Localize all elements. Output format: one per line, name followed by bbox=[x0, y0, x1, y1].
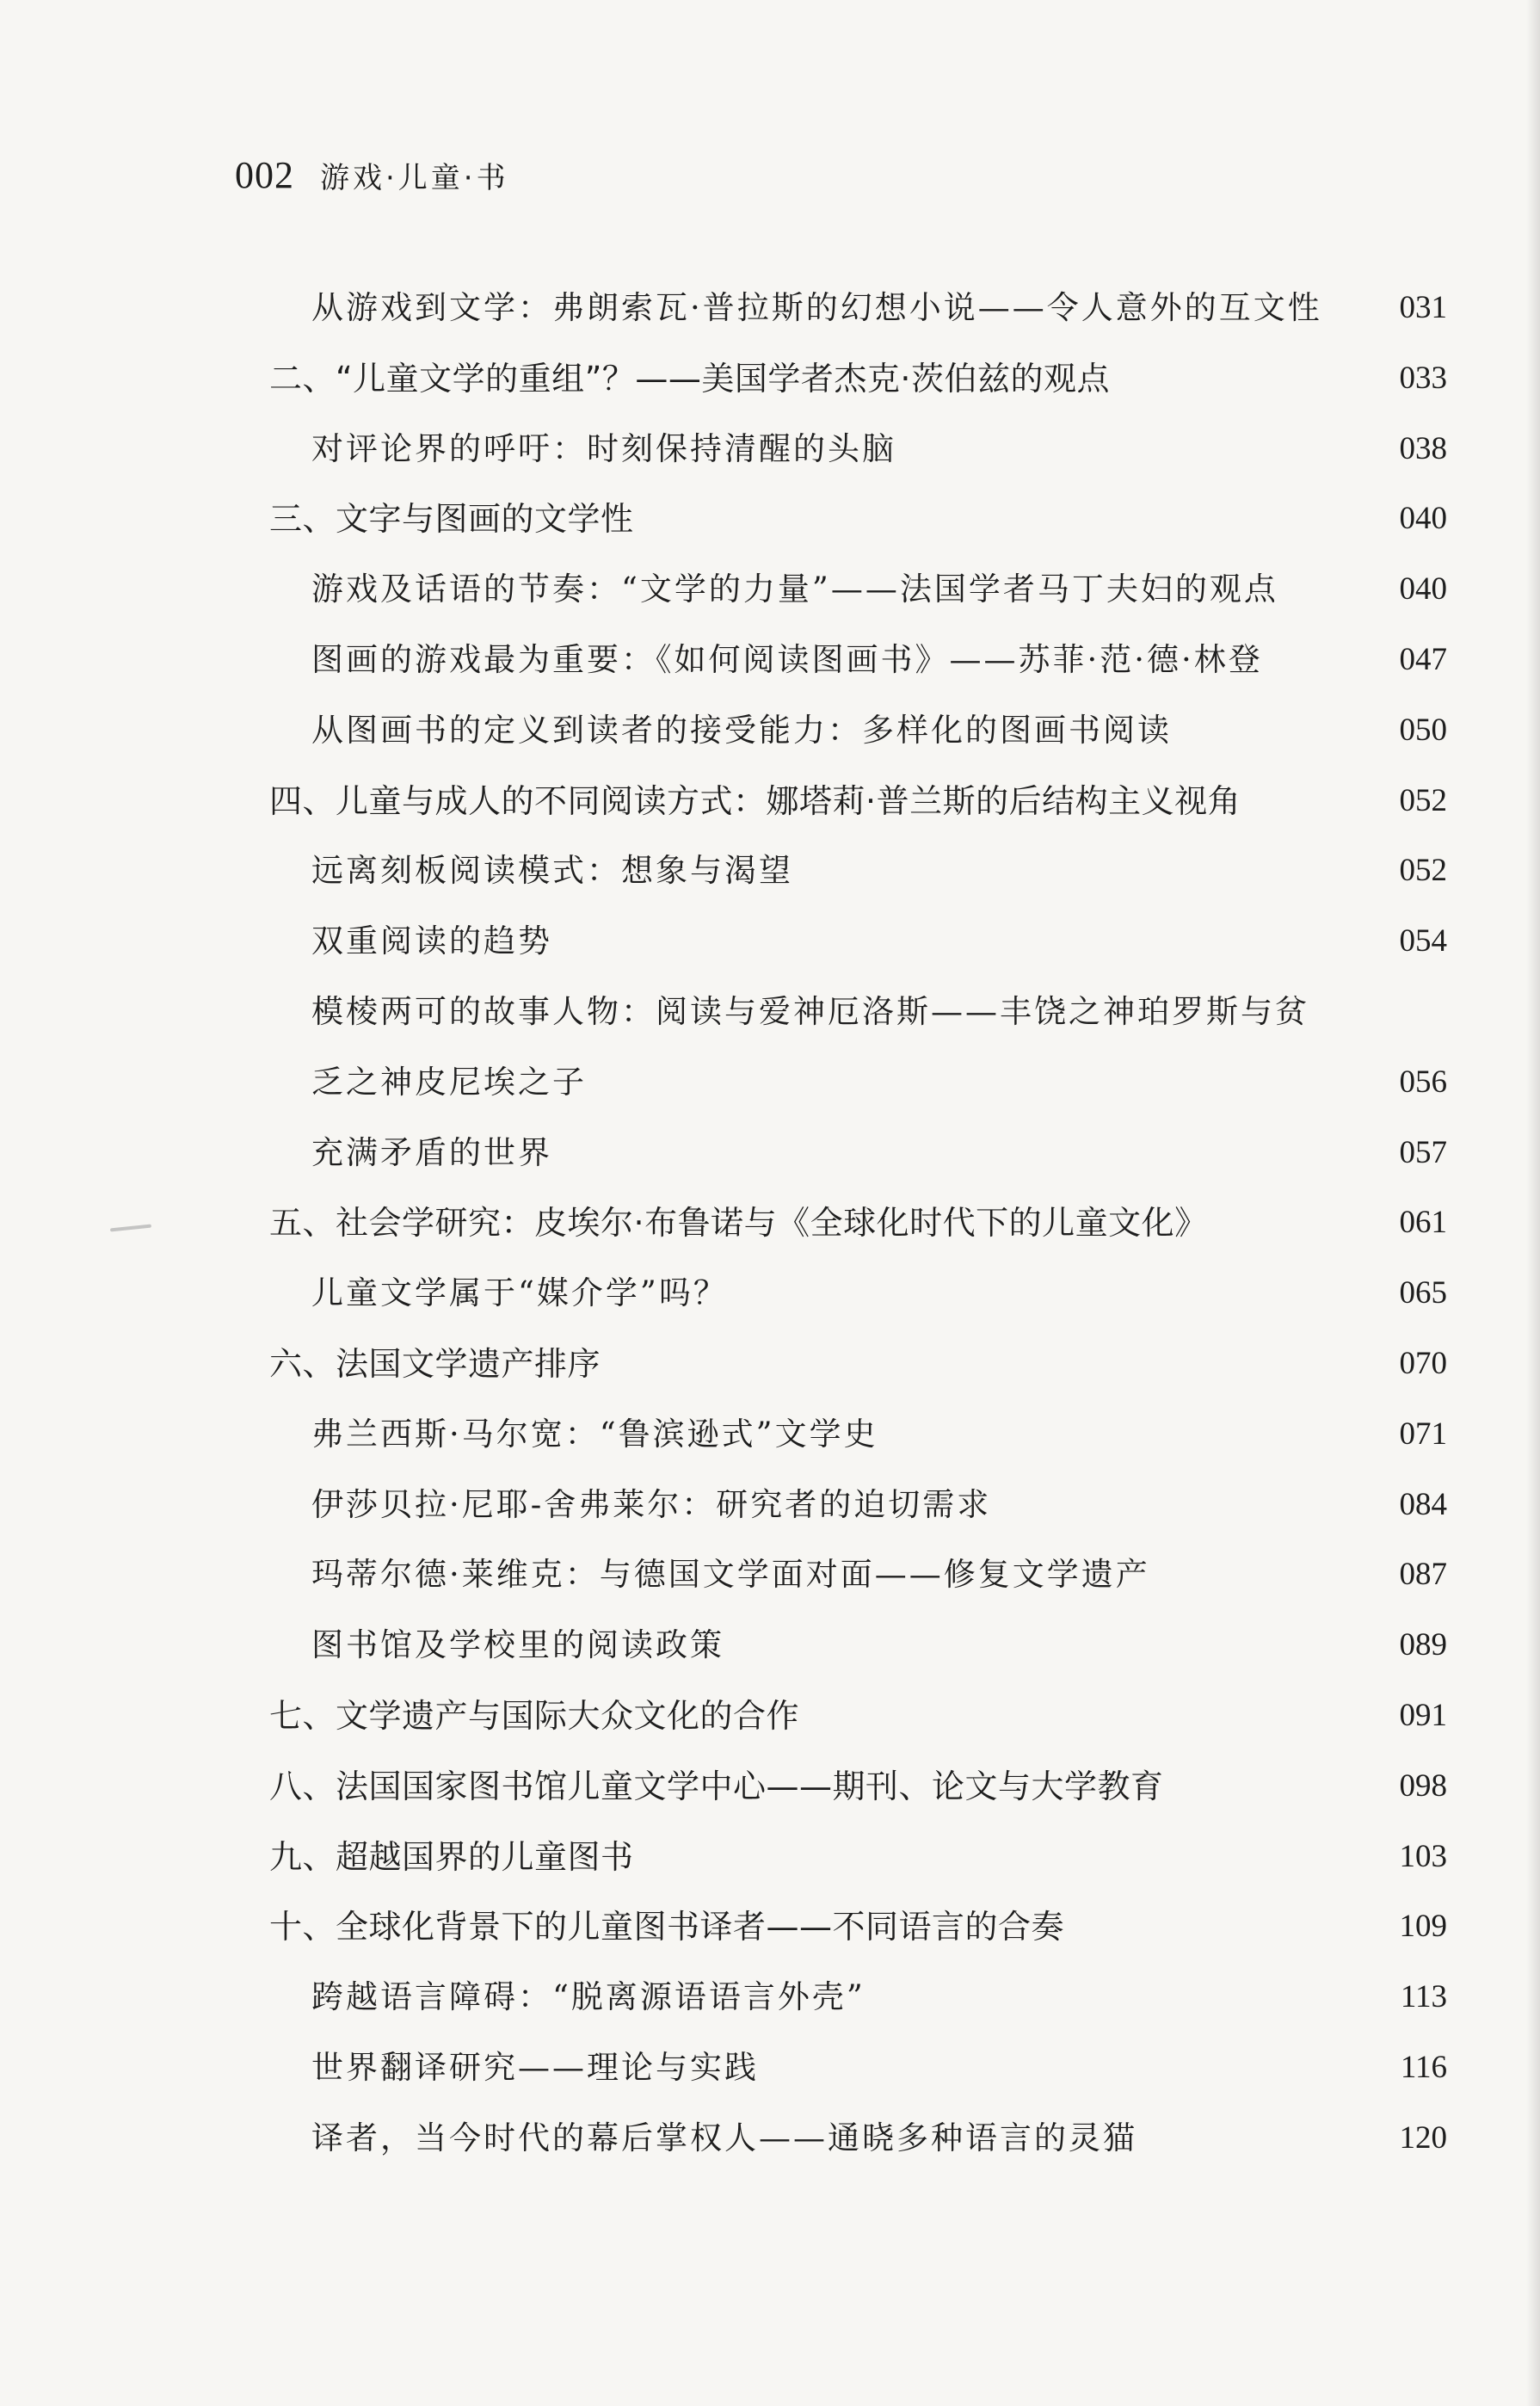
toc-subsection-entry bbox=[0, 273, 1540, 343]
toc-entry-title: 十、全球化背景下的儿童图书译者——不同语言的合奏 bbox=[269, 1908, 1065, 1946]
toc-subsection-entry bbox=[0, 625, 1540, 695]
toc-entry-page: 050 bbox=[1399, 712, 1447, 748]
toc-entry-page: 098 bbox=[1399, 1767, 1447, 1804]
toc-section-entry bbox=[0, 1751, 1540, 1822]
toc-entry-page: 047 bbox=[1399, 641, 1447, 677]
toc-subsection-entry bbox=[0, 1047, 1540, 1118]
toc-subsection-entry bbox=[0, 2033, 1540, 2103]
toc-entry-page: 057 bbox=[1399, 1134, 1447, 1170]
toc-entry-page: 056 bbox=[1399, 1064, 1447, 1100]
toc-entry-title: 二、“儿童文学的重组”？——美国学者杰克·茨伯兹的观点 bbox=[269, 359, 1110, 398]
toc-entry-title: 玛蒂尔德·莱维克：与德国文学面对面——修复文学遗产 bbox=[311, 1556, 1150, 1594]
toc-entry-page: 065 bbox=[1399, 1275, 1447, 1311]
toc-section-entry bbox=[0, 1188, 1540, 1258]
toc-subsection-entry bbox=[0, 2103, 1540, 2174]
toc-subsection-entry bbox=[0, 1610, 1540, 1681]
toc-subsection-entry bbox=[0, 1258, 1540, 1329]
toc-entry-page: 033 bbox=[1399, 360, 1447, 396]
toc-entry-title: 图书馆及学校里的阅读政策 bbox=[311, 1626, 724, 1664]
toc-subsection-entry bbox=[0, 1962, 1540, 2033]
toc-subsection-entry bbox=[0, 554, 1540, 625]
toc-entry-title: 对评论界的呼吁：时刻保持清醒的头脑 bbox=[311, 429, 896, 467]
toc-entry-title: 五、社会学研究：皮埃尔·布鲁诺与《全球化时代下的儿童文化》 bbox=[269, 1204, 1208, 1243]
toc-section-entry bbox=[0, 1891, 1540, 1962]
toc-entry-title: 六、法国文学遗产排序 bbox=[269, 1344, 601, 1383]
toc-entry-page: 071 bbox=[1399, 1416, 1447, 1452]
page-header bbox=[235, 153, 509, 197]
toc-section-entry bbox=[0, 1822, 1540, 1892]
toc-subsection-entry bbox=[0, 977, 1540, 1047]
toc-entry-title: 世界翻译研究——理论与实践 bbox=[311, 2048, 759, 2086]
toc-entry-title: 游戏及话语的节奏：“文学的力量”——法国学者马丁夫妇的观点 bbox=[311, 571, 1278, 608]
toc-entry-title: 充满矛盾的世界 bbox=[311, 1133, 552, 1171]
toc-entry-page: 116 bbox=[1400, 2049, 1447, 2085]
toc-entry-title: 伊莎贝拉·尼耶-舍弗莱尔：研究者的迫切需求 bbox=[311, 1485, 992, 1523]
toc-entry-title: 乏之神皮尼埃之子 bbox=[311, 1063, 587, 1101]
toc-entry-page: 087 bbox=[1399, 1557, 1447, 1593]
toc-entry-page: 040 bbox=[1399, 571, 1447, 608]
toc-entry-page: 052 bbox=[1399, 853, 1447, 889]
toc-subsection-entry bbox=[0, 1399, 1540, 1470]
toc-entry-title: 图画的游戏最为重要：《如何阅读图画书》——苏菲·范·德·林登 bbox=[311, 640, 1263, 678]
toc-entry-page: 109 bbox=[1399, 1909, 1447, 1945]
toc-subsection-entry bbox=[0, 414, 1540, 484]
toc-entry-title: 四、儿童与成人的不同阅读方式：娜塔莉·普兰斯的后结构主义视角 bbox=[269, 781, 1241, 820]
toc-entry-title: 弗兰西斯·马尔宽：“鲁滨逊式”文学史 bbox=[311, 1415, 878, 1453]
toc-entry-page: 040 bbox=[1399, 501, 1447, 537]
toc-subsection-entry bbox=[0, 1539, 1540, 1610]
toc-entry-page: 089 bbox=[1399, 1627, 1447, 1663]
toc-entry-page: 070 bbox=[1399, 1345, 1447, 1381]
toc-entry-title: 远离刻板阅读模式：想象与渴望 bbox=[311, 852, 793, 890]
toc-subsection-entry bbox=[0, 695, 1540, 766]
running-title: 游戏·儿童·书 bbox=[320, 161, 509, 195]
toc-entry-title: 从游戏到文学：弗朗索瓦·普拉斯的幻想小说——令人意外的互文性 bbox=[311, 289, 1322, 326]
toc-entry-title: 跨越语言障碍：“脱离源语语言外壳” bbox=[311, 1978, 865, 2016]
toc-entry-page: 054 bbox=[1399, 923, 1447, 959]
toc-entry-title: 双重阅读的趋势 bbox=[311, 922, 552, 960]
toc-entry-page: 113 bbox=[1400, 1979, 1447, 2015]
toc-subsection-entry bbox=[0, 1470, 1540, 1540]
toc-entry-page: 091 bbox=[1399, 1697, 1447, 1733]
toc-entry-page: 084 bbox=[1399, 1486, 1447, 1522]
toc-entry-title: 八、法国国家图书馆儿童文学中心——期刊、论文与大学教育 bbox=[269, 1767, 1164, 1805]
toc-entry-title: 儿童文学属于“媒介学”吗？ bbox=[311, 1274, 728, 1312]
toc-section-entry bbox=[0, 484, 1540, 554]
toc-entry-page: 052 bbox=[1399, 782, 1447, 818]
toc-entry-page: 061 bbox=[1399, 1205, 1447, 1241]
toc-section-entry bbox=[0, 1681, 1540, 1751]
toc-entry-title: 七、文学遗产与国际大众文化的合作 bbox=[269, 1696, 800, 1735]
toc-subsection-entry bbox=[0, 1118, 1540, 1188]
toc-subsection-entry bbox=[0, 906, 1540, 977]
toc-subsection-entry bbox=[0, 836, 1540, 906]
toc-section-entry bbox=[0, 766, 1540, 836]
toc-entry-title: 模棱两可的故事人物：阅读与爱神厄洛斯——丰饶之神珀罗斯与贫 bbox=[311, 992, 1309, 1030]
toc-entry-title: 九、超越国界的儿童图书 bbox=[269, 1837, 634, 1876]
page-number: 002 bbox=[235, 154, 294, 196]
toc-entry-title: 从图画书的定义到读者的接受能力：多样化的图画书阅读 bbox=[311, 711, 1172, 749]
toc-entry-page: 031 bbox=[1399, 290, 1447, 325]
table-of-contents bbox=[0, 273, 1540, 2174]
toc-section-entry bbox=[0, 1329, 1540, 1399]
toc-entry-page: 103 bbox=[1399, 1838, 1447, 1874]
toc-entry-page: 120 bbox=[1399, 2119, 1447, 2156]
toc-entry-page: 038 bbox=[1399, 430, 1447, 466]
toc-section-entry bbox=[0, 343, 1540, 414]
toc-entry-title: 三、文字与图画的文学性 bbox=[269, 500, 634, 539]
toc-entry-title: 译者，当今时代的幕后掌权人——通晓多种语言的灵猫 bbox=[311, 2119, 1137, 2156]
